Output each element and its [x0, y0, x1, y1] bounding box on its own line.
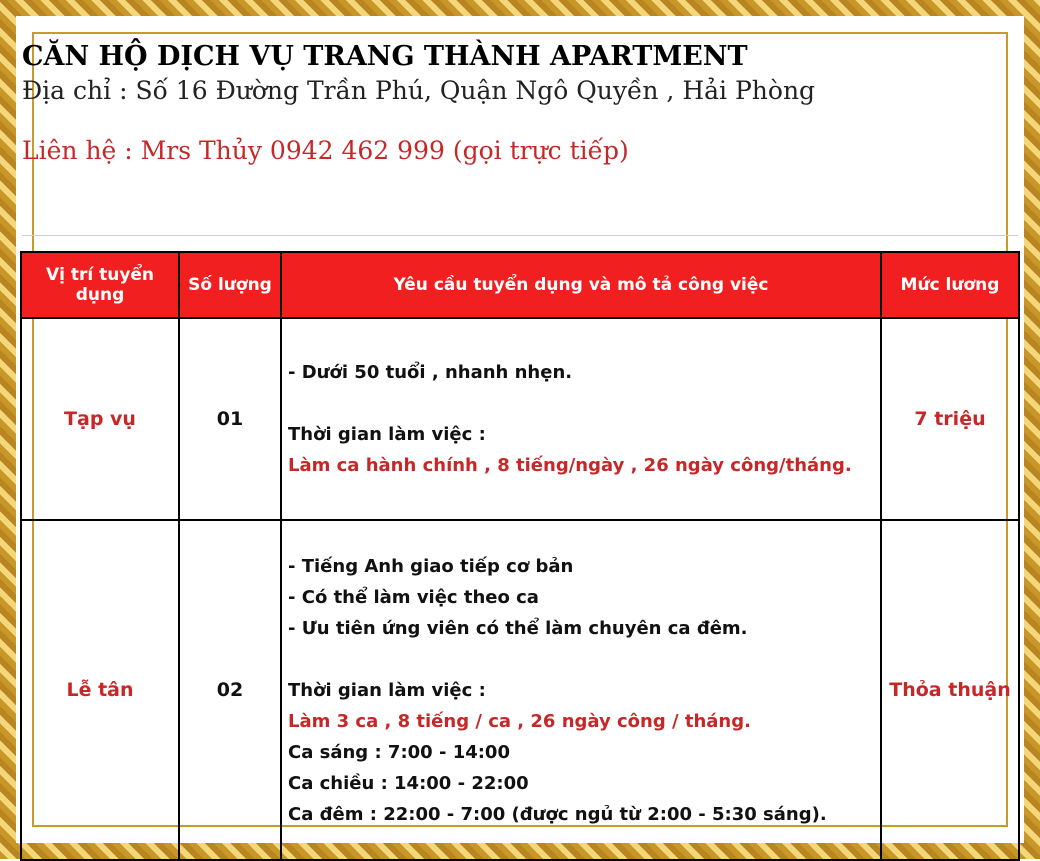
col-header-quantity: Số lượng: [179, 252, 281, 318]
table-row: [21, 318, 1019, 520]
hours-detail: Làm ca hành chính , 8 tiếng/ngày , 26 ngày công/tháng.: [288, 455, 852, 476]
col-header-requirements: Yêu cầu tuyển dụng và mô tả công việc: [281, 252, 881, 318]
shift-item: Ca đêm : 22:00 - 7:00 (được ngủ từ 2:00 - 5:30 sáng).: [288, 803, 827, 825]
spreadsheet-gridline: [22, 235, 1018, 250]
header: [22, 40, 1012, 168]
quantity-cell: 02: [179, 520, 281, 860]
salary-cell: 7 triệu: [881, 318, 1019, 520]
col-header-salary: Mức lương: [881, 252, 1019, 318]
requirement-item: - Có thể làm việc theo ca: [288, 586, 539, 608]
table-row: [21, 520, 1019, 860]
shift-item: Ca chiều : 14:00 - 22:00: [288, 772, 529, 794]
hours-detail: Làm 3 ca , 8 tiếng / ca , 26 ngày công / tháng.: [288, 710, 751, 732]
company-address: Địa chỉ : Số 16 Đường Trần Phú, Quận Ngô Quyền , Hải Phòng: [22, 76, 816, 105]
col-header-position: Vị trí tuyển dụng: [21, 252, 179, 318]
salary-cell: Thỏa thuận: [881, 520, 1019, 860]
requirement-item: - Dưới 50 tuổi , nhanh nhẹn.: [288, 362, 573, 383]
position-cell: Lễ tân: [21, 520, 179, 860]
job-table: [20, 251, 1020, 861]
hours-label: Thời gian làm việc :: [288, 679, 486, 701]
quantity-cell: 01: [179, 318, 281, 520]
table-header-row: [21, 252, 1019, 318]
contact-line: Liên hệ : Mrs Thủy 0942 462 999 (gọi trực tiếp): [22, 136, 629, 165]
requirement-item: - Tiếng Anh giao tiếp cơ bản: [288, 555, 574, 577]
requirement-item: - Ưu tiên ứng viên có thể làm chuyên ca đêm.: [288, 617, 748, 639]
shift-item: Ca sáng : 7:00 - 14:00: [288, 741, 510, 763]
requirements-cell: [281, 520, 881, 860]
company-title: CĂN HỘ DỊCH VỤ TRANG THÀNH APARTMENT: [22, 41, 748, 72]
hours-label: Thời gian làm việc :: [288, 424, 486, 445]
position-cell: Tạp vụ: [21, 318, 179, 520]
requirements-cell: [281, 318, 881, 520]
